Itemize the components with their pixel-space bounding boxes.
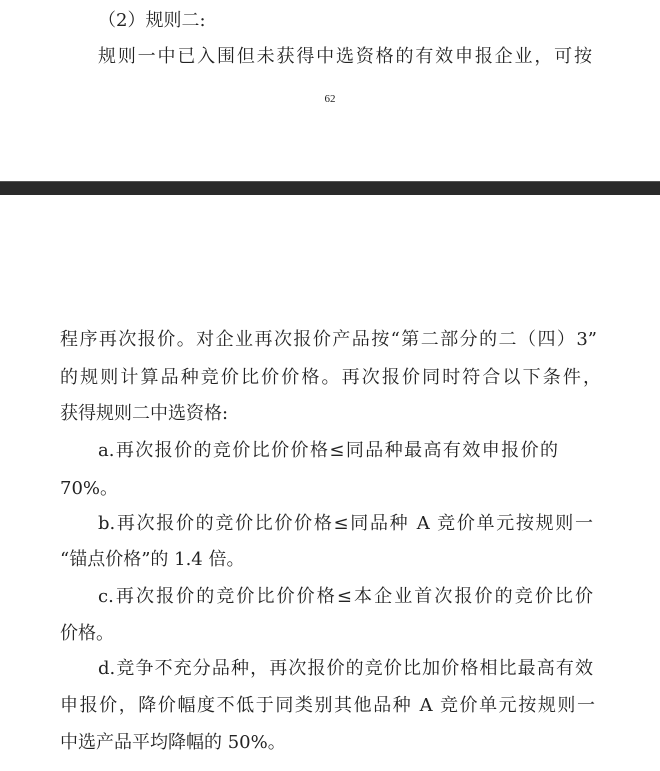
paragraph-line: 的规则计算品种竞价比价价格。再次报价同时符合以下条件，	[60, 367, 601, 388]
condition-c: c.再次报价的竞价比价价格≤本企业首次报价的竞价比价	[98, 586, 593, 607]
condition-a: a.再次报价的竞价比价价格≤同品种最高有效申报价的	[98, 440, 558, 461]
paragraph-line: 获得规则二中选资格:	[60, 403, 229, 424]
condition-c-cont: 价格。	[60, 623, 114, 644]
condition-b-cont: “锚点价格”的 1.4 倍。	[60, 549, 245, 570]
condition-d-cont: 中选产品平均降幅的 50%。	[60, 732, 286, 753]
page-break-divider	[0, 181, 660, 195]
section-heading: （2）规则二:	[98, 10, 206, 31]
paragraph-line: 程序再次报价。对企业再次报价产品按“第二部分的二（四）3”	[60, 329, 597, 350]
condition-d-cont: 申报价，降价幅度不低于同类别其他品种 A 竞价单元按规则一	[60, 695, 595, 716]
page-number: 62	[324, 93, 336, 105]
condition-b: b.再次报价的竞价比价价格≤同品种 A 竞价单元按规则一	[98, 513, 593, 534]
paragraph-line: 规则一中已入围但未获得中选资格的有效申报企业，可按	[98, 46, 592, 67]
condition-d: d.竞争不充分品种，再次报价的竞价比加价格相比最高有效	[98, 658, 593, 679]
condition-a-cont: 70%。	[60, 478, 119, 499]
